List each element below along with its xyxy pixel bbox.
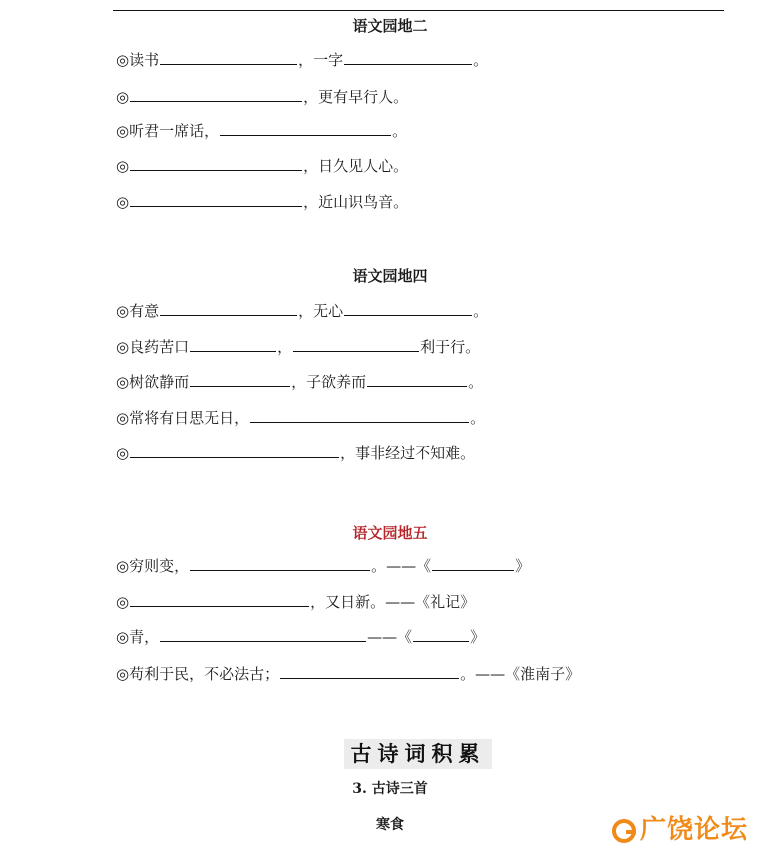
fill-line: ◎听君一席话， 。 [116,122,408,140]
answer-blank[interactable] [130,87,302,102]
answer-blank[interactable] [344,301,472,316]
fill-line: ◎读书 ，一字 。 [116,51,489,69]
fill-line: ◎ ，事非经过不知难。 [116,444,476,462]
fill-line: ◎良药苦口 ， 利于行。 [116,338,481,356]
answer-blank[interactable] [160,627,366,642]
answer-blank[interactable] [190,556,370,571]
answer-blank[interactable] [413,627,469,642]
lesson-subtitle: 3. 古诗三首 [352,781,428,797]
fill-line: ◎ ，又日新。——《礼记》 [116,593,476,611]
answer-blank[interactable] [160,50,297,65]
answer-blank[interactable] [190,372,290,387]
answer-blank[interactable] [130,443,339,458]
section-title-1: 语文园地二 [352,17,428,35]
answer-blank[interactable] [160,301,297,316]
answer-blank[interactable] [220,121,391,136]
answer-blank[interactable] [280,664,459,679]
watermark-text: 广饶论坛 [640,815,749,845]
answer-blank[interactable] [130,192,302,207]
section-title-3: 语文园地五 [352,524,428,542]
answer-blank[interactable] [432,556,514,571]
watermark-logo [612,812,748,848]
top-rule [113,10,724,11]
answer-blank[interactable] [293,337,419,352]
fill-line: ◎ ，近山识鸟音。 [116,193,409,211]
fill-line: ◎树欲静而 ，子欲养而 。 [116,373,484,391]
answer-blank[interactable] [190,337,276,352]
answer-blank[interactable] [130,592,309,607]
answer-blank[interactable] [344,50,472,65]
answer-blank[interactable] [367,372,467,387]
answer-blank[interactable] [250,408,469,423]
section-title-2: 语文园地四 [352,267,428,285]
poem-title: 寒食 [376,817,404,833]
poetry-banner: 古诗词积累 [344,739,492,769]
fill-line: ◎穷则变， 。——《 》 [116,557,531,575]
fill-line: ◎青， ——《 》 [116,628,486,646]
fill-line: ◎ ，日久见人心。 [116,157,409,175]
answer-blank[interactable] [130,156,302,171]
g-logo-icon [612,819,636,843]
fill-line: ◎苟利于民，不必法古； 。——《淮南子》 [116,665,581,683]
fill-line: ◎常将有日思无日， 。 [116,409,486,427]
fill-line: ◎ ，更有早行人。 [116,88,409,106]
fill-line: ◎有意 ，无心 。 [116,302,489,320]
